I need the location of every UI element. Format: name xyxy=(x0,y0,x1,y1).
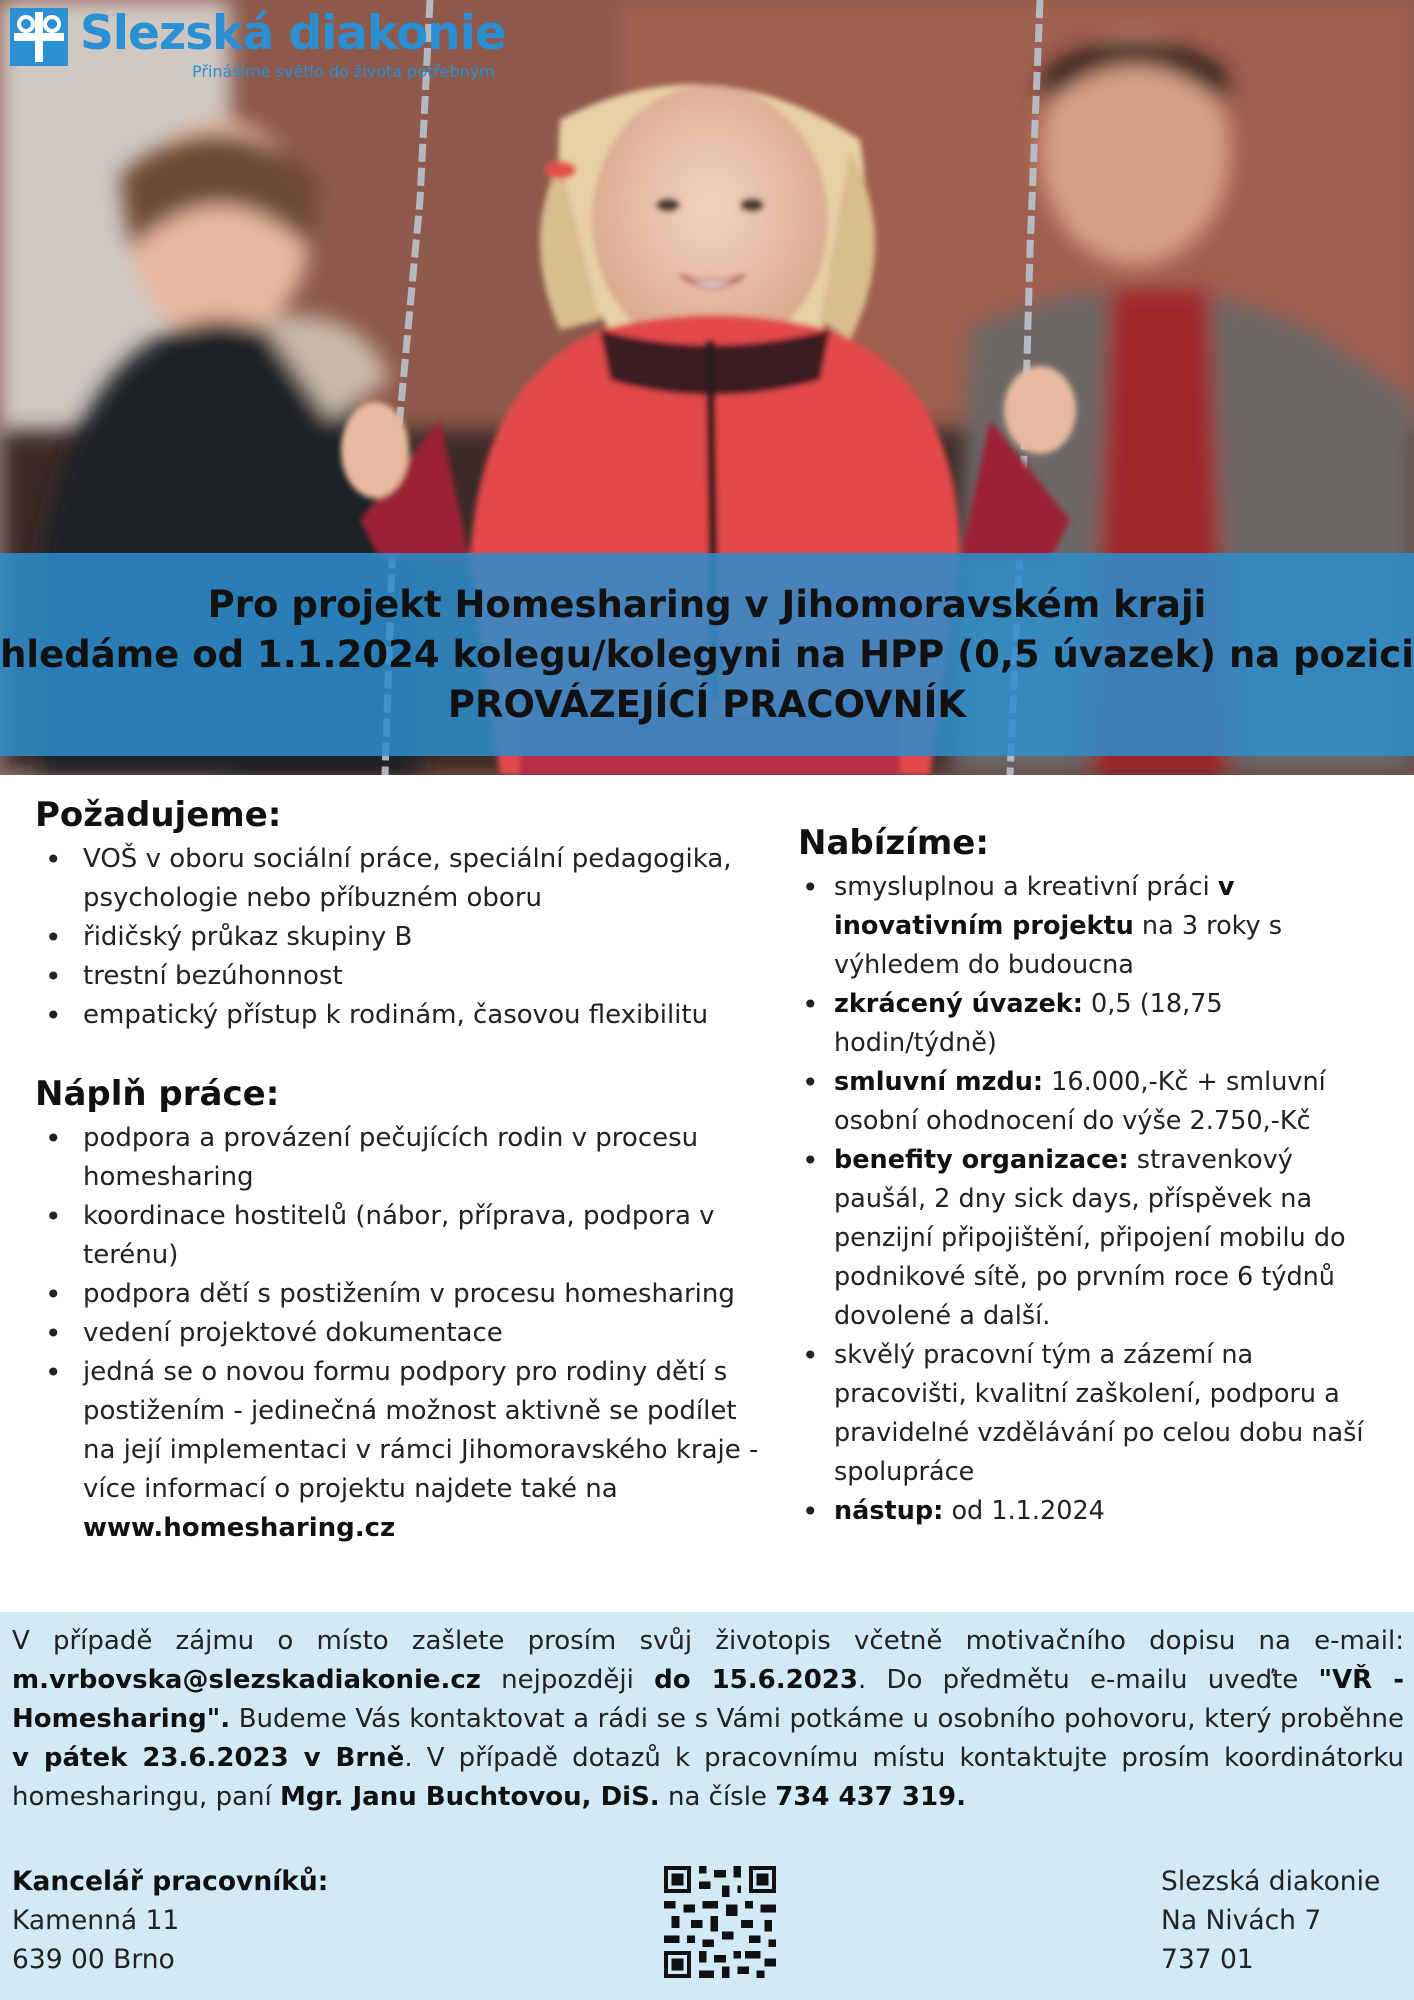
requirements-list xyxy=(35,840,765,1035)
office-title: Kancelář pracovníků: xyxy=(12,1866,329,1897)
diakonie-cross-icon xyxy=(10,8,68,66)
requirement-item: • empatický přístup k rodinám, časovou flexibilitu xyxy=(35,996,765,1035)
contact-text: . V případě dotazů k pracovnímu místu kontaktujte prosím koordinátorku homesharingu, paní xyxy=(12,1743,1404,1812)
right-column xyxy=(798,818,1388,1531)
office-address xyxy=(12,1862,328,1979)
contact-text: na čísle xyxy=(659,1782,776,1812)
org-name: Slezská diakonie xyxy=(1161,1866,1381,1897)
duty-item: • koordinace hostitelů (nábor, příprava, podpora v terénu) xyxy=(35,1197,765,1275)
duty-item: • vedení projektové dokumentace xyxy=(35,1314,765,1353)
requirement-item: • řidičský průkaz skupiny B xyxy=(35,918,765,957)
offer-item-text: stravenkový paušál, 2 dny sick days, příspěvek na penzijní připojištění, připojení mobilu do podnikové sítě, po prvním roce 6 týdnů dovolené a další. xyxy=(834,1145,1346,1331)
offer-item xyxy=(798,1063,1388,1141)
offer-item-text: 0,5 (18,75 hodin/týdně) xyxy=(834,989,1223,1058)
duty-item: • podpora dětí s postižením v procesu homesharing xyxy=(35,1275,765,1314)
offer-title: Nabízíme: xyxy=(798,823,989,863)
contact-paragraph xyxy=(12,1622,1404,1817)
offer-item xyxy=(798,1141,1388,1336)
offer-item-post: na 3 roky s výhledem do budoucna xyxy=(834,911,1283,980)
org-street: Na Nivách 7 xyxy=(1161,1905,1322,1936)
left-column xyxy=(35,790,765,1582)
contact-deadline: do 15.6.2023 xyxy=(654,1665,858,1695)
headline-line-1: Pro projekt Homesharing v Jihomoravském kraji xyxy=(207,582,1207,626)
qr-code-icon[interactable] xyxy=(664,1866,776,1978)
duty-item xyxy=(35,1353,765,1548)
offer-item xyxy=(798,1336,1388,1492)
contact-person: Mgr. Janu Buchtovou, DiS. xyxy=(279,1782,660,1812)
requirement-item: • trestní bezúhonnost xyxy=(35,957,765,996)
contact-phone[interactable]: 734 437 319. xyxy=(775,1782,967,1812)
offer-item-bold: nástup: xyxy=(834,1496,944,1526)
duty-item-text: jedná se o novou formu podpory pro rodiny dětí s postižením - jedinečná možnost aktivně se podílet na její implementaci v rámci Jihomoravského kraje - více informací o projektu najdete také na xyxy=(83,1357,759,1504)
offer-item-bold: zkrácený úvazek: xyxy=(834,989,1083,1019)
duty-item: • podpora a provázení pečujících rodin v procesu homesharing xyxy=(35,1119,765,1197)
contact-interview: v pátek 23.6.2023 v Brně xyxy=(12,1743,405,1773)
offer-item-text: od 1.1.2024 xyxy=(943,1496,1105,1526)
headline-line-3: PROVÁZEJÍCÍ PRACOVNÍK xyxy=(447,682,967,726)
offer-item-bold: benefity organizace: xyxy=(834,1145,1129,1175)
offer-item-text: skvělý pracovní tým a zázemí na pracovišti, kvalitní zaškolení, podporu a pravidelné vzdělávání po celou dobu naší spolupráce xyxy=(834,1340,1364,1487)
headline-banner xyxy=(0,553,1414,756)
organization-address xyxy=(1161,1862,1380,1979)
office-street: Kamenná 11 xyxy=(12,1905,180,1936)
requirement-item: • VOŠ v oboru sociální práce, speciální pedagogika, psychologie nebo příbuzném oboru xyxy=(35,840,765,918)
website-link[interactable]: www.homesharing.cz xyxy=(83,1513,396,1543)
offer-item-pre: smysluplnou a kreativní práci xyxy=(834,872,1218,902)
office-city: 639 00 Brno xyxy=(12,1944,175,1975)
headline-line-2: hledáme od 1.1.2024 kolegu/kolegyni na HPP (0,5 úvazek) na pozici xyxy=(0,632,1414,676)
contact-text: V případě zájmu o místo zašlete prosím svůj životopis včetně motivačního dopisu na e-mail: xyxy=(12,1626,1404,1656)
contact-email-link[interactable]: m.vrbovska@slezskadiakonie.cz xyxy=(12,1665,481,1695)
duties-list xyxy=(35,1119,765,1548)
logo xyxy=(10,6,570,81)
offer-item xyxy=(798,985,1388,1063)
contact-text: Budeme Vás kontaktovat a rádi se s Vámi potkáme u osobního pohovoru, který proběhne xyxy=(230,1704,1404,1734)
contact-subject: "VŘ - Homesharing". xyxy=(12,1665,1405,1734)
logo-tagline: Přinášíme světlo do života potřebným xyxy=(192,62,495,81)
offer-item xyxy=(798,868,1388,985)
offer-item-text: 16.000,-Kč + smluvní osobní ohodnocení do výše 2.750,-Kč xyxy=(834,1067,1326,1136)
requirements-title: Požadujeme: xyxy=(35,795,282,835)
duties-title: Náplň práce: xyxy=(35,1074,280,1114)
contact-text: nejpozději xyxy=(480,1665,655,1695)
contact-text: . Do předmětu e-mailu uveďte xyxy=(857,1665,1319,1695)
offer-item-bold: smluvní mzdu: xyxy=(834,1067,1044,1097)
offer-item xyxy=(798,1492,1388,1531)
offer-item-bold: v inovativním projektu xyxy=(834,872,1235,941)
logo-name: Slezská diakonie xyxy=(80,6,506,61)
hero-photo xyxy=(0,0,1414,775)
org-zip: 737 01 xyxy=(1161,1944,1254,1975)
offer-list xyxy=(798,868,1388,1531)
